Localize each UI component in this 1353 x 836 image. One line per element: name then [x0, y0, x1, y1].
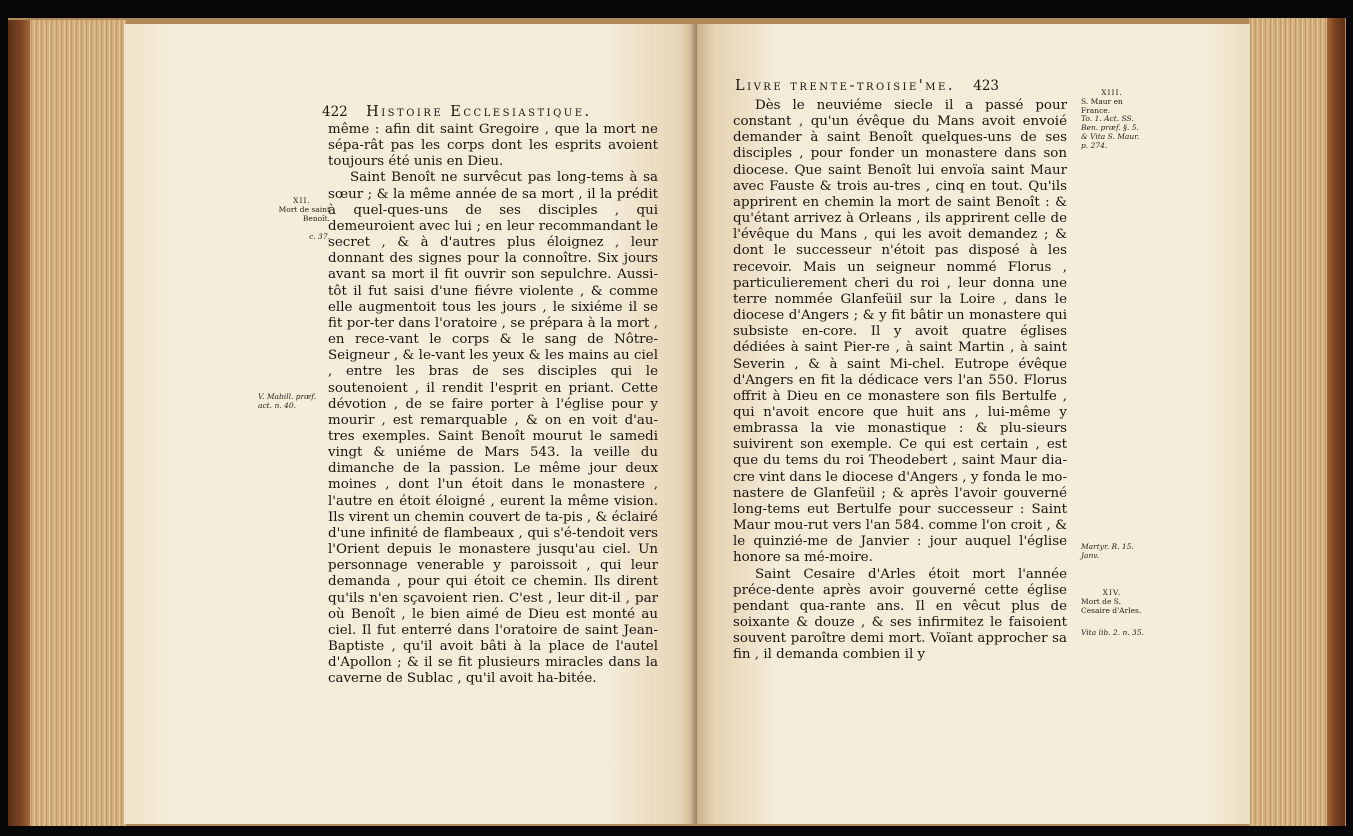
margin-note-section-14 [1081, 588, 1143, 615]
section-title: Mort de S. Cesaire d'Arles. [1081, 597, 1142, 615]
paragraph: Saint Benoît ne survêcut pas long-tems à sa sœur ; & la même année de sa mort , il la prédit à quel-ques-uns de ses disciples , qui demeuroient avec lui ; en leur recommandant le secret , & à d'autres plus éloignez , leur donnant des signes pour la connoître. Six jours avant sa mort il fit ouvrir son sepulchre. Aussi-tôt il fut saisi d'une fiévre violente , & comme elle augmentoit tous les jours , le sixiéme il se fit por-ter dans l'oratoire , se prépara à la mort , en rece-vant le corps & le sang de Nôtre-Seigneur , & le-vant les yeux & les mains au ciel , entre les bras de ses disciples qui le soutenoient , il rendit l'esprit en priant. Cette dévotion , de se faire porter à l'église pour y mourir , est remarquable , & on en voit d'au-tres exemples. Saint Benoît mourut le samedi vingt & uniéme de Mars 543. la veille du dimanche de la passion. Le même jour deux moines , dont l'un étoit dans le monastere , l'autre en étoit éloigné , eurent la même vision. Ils virent un chemin couvert de ta-pis , & éclairé d'une infinité de flambeaux , qui s'é-tendoit vers l'Orient depuis le monastere jusqu'au ciel. Un personnage venerable y paroissoit , qui leur demanda , pour qui étoit ce chemin. Ils dirent qu'ils n'en sçavoient rien. C'est , leur dit-il , par où Benoît , le bien aimé de Dieu est monté au ciel. Il fut enterré dans l'oratoire de saint Jean-Baptiste , qu'il avoit bâti à la place de l'autel d'Apollon ; & il se fit plusieurs miracles dans la caverne de Sublac , qu'il avoit ha-bitée. [328, 170, 658, 687]
left-page-edges [8, 20, 126, 826]
margin-note-section-12 [274, 196, 330, 223]
left-page [124, 24, 697, 824]
margin-ref-mabillon: V. Mabill. præf. act. n. 40. [258, 392, 317, 410]
left-page-body [328, 122, 658, 687]
section-title: S. Maur en France. [1081, 97, 1123, 115]
left-page-number: 422 [322, 104, 348, 120]
margin-ref-martyrology: Martyr. R. 15. Janv. [1081, 542, 1134, 560]
left-binding [8, 20, 30, 826]
right-page [697, 24, 1250, 824]
left-page-header [322, 104, 592, 120]
section-number: XIII. [1101, 88, 1123, 97]
paragraph: même : afin dit saint Gregoire , que la mort ne sépa-rât pas les corps dont les esprits avoient toujours été unis en Dieu. [328, 122, 658, 170]
right-page-number: 423 [973, 78, 1000, 94]
section-title: Mort de saint Benoît. [278, 205, 330, 223]
section-number: XII. [293, 196, 311, 205]
paragraph: Saint Cesaire d'Arles étoit mort l'année préce-dente après avoir gouverné cette église pendant qua-rante ans. Il en vêcut plus de soixante & douze , & ses infirmitez le faisoient souvent paroître demi mort. Voïant approcher sa fin , il demanda combien il y [733, 566, 1067, 663]
margin-ref-acta: To. 1. Act. SS. Ben. præf. §. 5. & Vita S. Maur. p. 274. [1081, 114, 1140, 150]
right-page-header [735, 78, 1013, 94]
right-page-edges [1249, 18, 1345, 826]
margin-ref-vita: Vita lib. 2. n. 35. [1081, 628, 1144, 637]
margin-note-section-13 [1081, 88, 1143, 115]
right-running-title: Livre trente-troisie'me. [735, 78, 955, 94]
right-page-body [733, 98, 1067, 663]
left-running-title: Histoire Ecclesiastique. [366, 104, 592, 120]
paragraph: Dès le neuviéme siecle il a passé pour constant , qu'un évêque du Mans avoit envoié demander à saint Benoît quelques-uns de ses disciples , pour fonder un monastere dans son diocese. Que saint Benoît lui envoïa saint Maur avec Fauste & trois au-tres , cinq en tout. Qu'ils apprirent en chemin la mort de saint Benoît : & qu'étant arrivez à Orleans , ils apprirent celle de l'évêque du Mans , qui les avoit demandez ; & dont le successeur n'étoit pas disposé à les recevoir. Mais un seigneur nommé Florus , particulierement cheri du roi , leur donna une terre nommée Glanfeüil sur la Loire , dans le diocese d'Angers ; & y fit bâtir un monastere qui subsiste en-core. Il y avoit quatre églises dédiées à saint Pier-re , à saint Martin , à saint Severin , & à saint Mi-chel. Eutrope évêque d'Angers en fit la dédicace vers l'an 550. Florus offrit à Dieu en ce monastere son fils Bertulfe , qui n'avoit encore que huit ans , lui-même y embrassa la vie monastique : & plu-sieurs suivirent son exemple. Ce qui est certain , est que du tems du roi Theodebert , saint Maur dia-cre vint dans le diocese d'Angers , y fonda le mo-nastere de Glanfeüil ; & après l'avoir gouverné long-tems eut Bertulfe pour successeur : Saint Maur mou-rut vers l'an 584. comme l'on croit , & le quinzié-me de Janvier : jour auquel l'église honore sa mé-moire. [733, 98, 1067, 566]
margin-ref-c37: c. 37. [309, 232, 330, 241]
section-number: XIV. [1102, 588, 1122, 597]
right-binding [1327, 18, 1345, 826]
